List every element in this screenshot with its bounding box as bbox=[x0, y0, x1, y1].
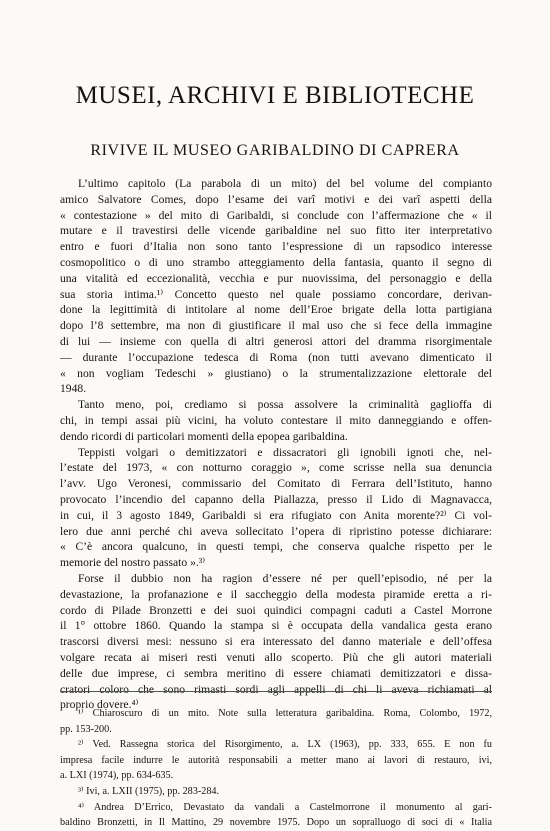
section-title: MUSEI, ARCHIVI E BIBLIOTECHE bbox=[75, 82, 475, 109]
body-line: il 1° ottobre 1860. Quando la stampa si è occupata della vandalica gesta erano bbox=[60, 619, 492, 633]
body-line: Teppisti volgari o demitizzatori e dissacratori gli ignobili ignoti che, nel- bbox=[78, 445, 492, 459]
body-line: dopo l’8 settembre, ma non di giustificare il mal uso che si fece della immagine bbox=[60, 319, 492, 333]
body-line: « non vogliam Tedeschi » giustiano) o la strumentalizzazione elettorale del bbox=[60, 366, 492, 380]
body-line: devastazione, la profanazione e il saccheggio della modesta piramide eretta a ri- bbox=[60, 587, 492, 601]
footnote-line: baldino Bronzetti, in Il Mattino, 29 novembre 1975. Dopo un sopralluogo di soci di « Italia bbox=[60, 817, 492, 829]
body-line: delle due imprese, ci sembra meritino di essere chiamati demitizzatori e dissa- bbox=[60, 666, 492, 680]
article-body bbox=[60, 176, 492, 713]
body-line: provocato l’incendio del capanno della Piallazza, presso il Lido di Magnavacca, bbox=[60, 492, 492, 506]
body-line: cosmopolitico o di uno strambo atteggiamento della fantasia, quanto il segno di bbox=[60, 255, 492, 269]
body-line: amico Salvatore Comes, dopo l’esame dei varî motivi e dei varî aspetti della bbox=[60, 192, 492, 206]
body-line: sua storia intima.¹⁾ Concetto questo nel quale possiamo concordare, derivan- bbox=[60, 287, 492, 301]
body-line: dendo ricordi di particolari momenti della epopea garibaldina. bbox=[60, 429, 348, 443]
body-line: done la legittimità di intitolare al nome dell’Eroe brigate della lotta partigiana bbox=[60, 303, 492, 317]
footnote-line: ¹⁾ Chiaroscuro di un mito. Note sulla letteratura garibaldina. Roma, Colombo, 1972, bbox=[78, 708, 492, 719]
footnote-line: ⁴⁾ Andrea D’Errico, Devastato da vandali a Castelmorrone il monumento al gari- bbox=[78, 801, 492, 813]
body-line: L’ultimo capitolo (La parabola di un mito) del bel volume del compianto bbox=[78, 177, 492, 190]
body-line: entro e fuori d’Italia non sono tanto l’espressione di un rapsodico interesse bbox=[60, 240, 492, 254]
footnote-line: pp. 153-200. bbox=[60, 723, 112, 735]
footnotes bbox=[60, 706, 492, 831]
article-title: RIVIVE IL MUSEO GARIBALDINO DI CAPRERA bbox=[90, 142, 460, 159]
body-line: Tanto meno, poi, crediamo si possa assolvere la criminalità gaglioffa di bbox=[78, 398, 492, 412]
body-line: volgare recata ai miseri resti venuti allo scoperto. Più che gli autori materiali bbox=[60, 650, 492, 664]
footnote-line: impresa facile indurre le autorità responsabili a metter mano ai lavori di restauro, ivi, bbox=[60, 754, 492, 766]
body-line: cratori coloro che sono rimasti sordi agli appelli di chi li aveva richiamati al bbox=[60, 682, 492, 696]
body-line: 1948. bbox=[60, 382, 87, 396]
body-line: Forse il dubbio non ha ragion d’essere né per quell’episodio, né per la bbox=[78, 571, 492, 585]
body-line: « contestazione » del mito di Garibaldi, si conclude con l’affermazione che « il bbox=[60, 208, 492, 222]
footnote-line: ³⁾ Ivi, a. LXII (1975), pp. 283-284. bbox=[78, 785, 220, 797]
body-line: l’avv. Ugo Veronesi, commissario del Comitato di Ferrara dell’Istituto, hanno bbox=[60, 477, 492, 491]
body-line: in cui, il 3 agosto 1849, Garibaldi si era rifugiato con Anita morente?²⁾ Ci vol- bbox=[60, 508, 492, 522]
body-line: lero due anni perché chi aveva sollecitato l’opera di ripristino potesse dichiarare: bbox=[60, 524, 492, 538]
body-line: mutare e il travestirsi delle vicende garibaldine nel suo fitto iter interpretativo bbox=[60, 224, 492, 238]
body-line: trascorsi diversi mesi: nessuno si era interessato del danno materiale e dell’offesa bbox=[60, 635, 492, 649]
body-line: chi, in tempi assai più vicini, ha voluto contestare il mito danneggiando e offen- bbox=[60, 413, 492, 427]
body-line: memorie del nostro passato ».³⁾ bbox=[60, 556, 206, 570]
body-line: proprio dovere.⁴⁾ bbox=[60, 698, 139, 712]
body-line: di lui — insieme con quella di altri generosi attori del dramma risorgimentale bbox=[60, 334, 492, 348]
body-line: l’estate del 1973, « con notturno coraggio », come scrisse nella sua denuncia bbox=[60, 461, 492, 475]
body-line: una vitalità ed eccezionalità, vecchia e pur nuovissima, del personaggio e della bbox=[60, 271, 492, 285]
footnote-line: a. LXI (1974), pp. 634-635. bbox=[60, 770, 174, 782]
footnote-line: ²⁾ Ved. Rassegna storica del Risorgimento, a. LX (1963), pp. 333, 655. E non fu bbox=[78, 739, 492, 751]
body-line: « C’è ancora qualcuno, in questi tempi, che conserva qualche rispetto per le bbox=[60, 540, 492, 554]
body-line: — durante l’occupazione tedesca di Roma (non tutti avevano dimenticato il bbox=[60, 350, 492, 364]
body-line: cordo di Pilade Bronzetti e dei suoi quindici compagni caduti a Castel Morrone bbox=[60, 603, 492, 617]
footnote-divider bbox=[60, 691, 492, 692]
